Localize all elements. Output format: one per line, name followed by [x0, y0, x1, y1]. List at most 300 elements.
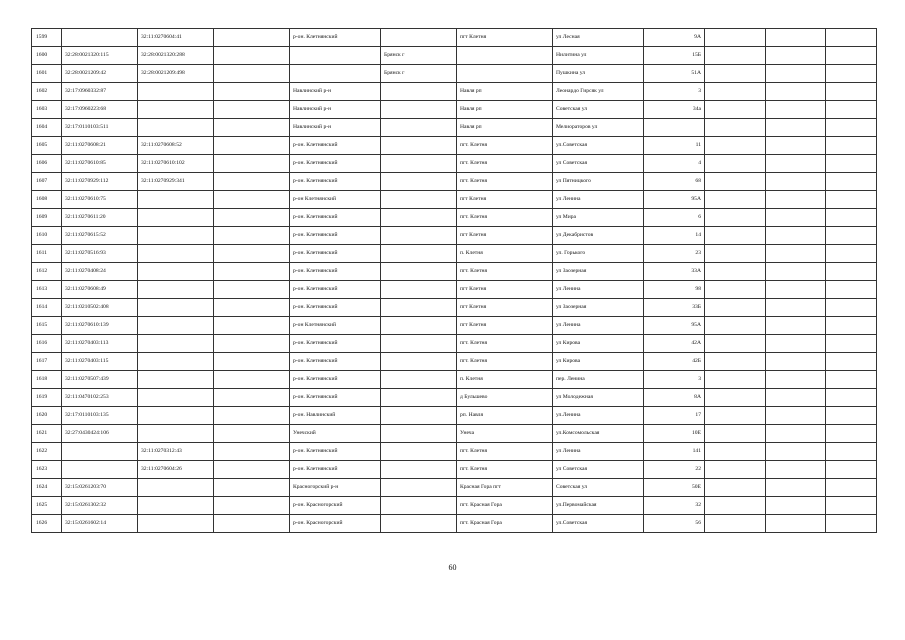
row-number-cell: 1613: [32, 281, 62, 299]
city-cell: [381, 515, 457, 533]
city-cell: [381, 353, 457, 371]
extra-number-cell: [214, 479, 290, 497]
empty-cell: [826, 443, 877, 461]
settlement-cell: [457, 47, 553, 65]
cadastral-number-cell: 32:11:0270516:93: [62, 245, 138, 263]
settlement-cell: Навля рп: [457, 83, 553, 101]
empty-cell: [826, 137, 877, 155]
row-number-cell: 1617: [32, 353, 62, 371]
street-cell: ул Декабристов: [553, 227, 644, 245]
building-number-cell: 32:11:0270604:41: [138, 29, 214, 47]
extra-number-cell: [214, 299, 290, 317]
table-row: [32, 389, 877, 407]
house-number-cell: 95А: [644, 191, 705, 209]
city-cell: [381, 317, 457, 335]
cadastral-number-cell: [62, 443, 138, 461]
building-number-cell: [138, 335, 214, 353]
extra-number-cell: [214, 407, 290, 425]
empty-cell: [826, 479, 877, 497]
row-number-cell: 1626: [32, 515, 62, 533]
row-number-cell: 1599: [32, 29, 62, 47]
house-number-cell: 3: [644, 83, 705, 101]
empty-cell: [705, 47, 766, 65]
cadastral-number-cell: 32:11:0270403:113: [62, 335, 138, 353]
building-number-cell: [138, 101, 214, 119]
district-cell: р-он. Клетнянский: [290, 173, 381, 191]
building-number-cell: [138, 83, 214, 101]
settlement-cell: пгт. Клетня: [457, 137, 553, 155]
settlement-cell: пгт. Клетня: [457, 155, 553, 173]
row-number-cell: 1601: [32, 65, 62, 83]
empty-cell: [705, 407, 766, 425]
settlement-cell: пгт Клетня: [457, 281, 553, 299]
table-row: [32, 443, 877, 461]
city-cell: [381, 497, 457, 515]
street-cell: ул Заозерная: [553, 263, 644, 281]
table-row: [32, 227, 877, 245]
house-number-cell: 22: [644, 461, 705, 479]
empty-cell: [826, 335, 877, 353]
building-number-cell: [138, 353, 214, 371]
house-number-cell: 34а: [644, 101, 705, 119]
building-number-cell: [138, 209, 214, 227]
cadastral-number-cell: 32:11:0270507:439: [62, 371, 138, 389]
empty-cell: [766, 461, 826, 479]
table-row: [32, 65, 877, 83]
empty-cell: [826, 119, 877, 137]
empty-cell: [705, 299, 766, 317]
city-cell: [381, 245, 457, 263]
city-cell: [381, 83, 457, 101]
house-number-cell: 10Е: [644, 425, 705, 443]
empty-cell: [705, 281, 766, 299]
empty-cell: [766, 425, 826, 443]
empty-cell: [705, 245, 766, 263]
extra-number-cell: [214, 317, 290, 335]
empty-cell: [766, 371, 826, 389]
district-cell: р-он. Клетнянский: [290, 137, 381, 155]
cadastral-number-cell: 32:11:0270929:112: [62, 173, 138, 191]
house-number-cell: 15Б: [644, 47, 705, 65]
settlement-cell: рп. Навля: [457, 407, 553, 425]
settlement-cell: пгт Клетня: [457, 29, 553, 47]
extra-number-cell: [214, 137, 290, 155]
building-number-cell: [138, 263, 214, 281]
house-number-cell: 4: [644, 155, 705, 173]
empty-cell: [705, 425, 766, 443]
row-number-cell: 1621: [32, 425, 62, 443]
street-cell: Советская ул: [553, 101, 644, 119]
building-number-cell: 32:11:0270929:341: [138, 173, 214, 191]
building-number-cell: [138, 227, 214, 245]
house-number-cell: 95А: [644, 317, 705, 335]
row-number-cell: 1615: [32, 317, 62, 335]
empty-cell: [826, 173, 877, 191]
empty-cell: [705, 155, 766, 173]
cadastral-number-cell: 32:17:0110103:135: [62, 407, 138, 425]
extra-number-cell: [214, 173, 290, 191]
settlement-cell: Унеча: [457, 425, 553, 443]
city-cell: [381, 425, 457, 443]
city-cell: [381, 137, 457, 155]
empty-cell: [705, 227, 766, 245]
city-cell: [381, 209, 457, 227]
table-row: [32, 425, 877, 443]
city-cell: [381, 101, 457, 119]
table-row: [32, 245, 877, 263]
cadastral-number-cell: 32:28:0021320:115: [62, 47, 138, 65]
table-row: [32, 497, 877, 515]
empty-cell: [826, 245, 877, 263]
street-cell: ул Мира: [553, 209, 644, 227]
street-cell: ул Заозерная: [553, 299, 644, 317]
table-row: [32, 479, 877, 497]
city-cell: [381, 227, 457, 245]
empty-cell: [826, 407, 877, 425]
cadastral-number-cell: 32:11:0270615:52: [62, 227, 138, 245]
extra-number-cell: [214, 263, 290, 281]
table-row: [32, 461, 877, 479]
street-cell: ул Кирова: [553, 335, 644, 353]
building-number-cell: 32:11:0270610:102: [138, 155, 214, 173]
building-number-cell: 32:11:0270312:43: [138, 443, 214, 461]
street-cell: ул Пятницкого: [553, 173, 644, 191]
house-number-cell: 9А: [644, 29, 705, 47]
empty-cell: [826, 299, 877, 317]
empty-cell: [766, 137, 826, 155]
row-number-cell: 1604: [32, 119, 62, 137]
house-number-cell: 23: [644, 245, 705, 263]
extra-number-cell: [214, 245, 290, 263]
empty-cell: [826, 353, 877, 371]
empty-cell: [766, 353, 826, 371]
table-row: [32, 191, 877, 209]
city-cell: [381, 281, 457, 299]
extra-number-cell: [214, 389, 290, 407]
street-cell: Пушкина ул: [553, 65, 644, 83]
row-number-cell: 1605: [32, 137, 62, 155]
settlement-cell: [457, 65, 553, 83]
row-number-cell: 1625: [32, 497, 62, 515]
empty-cell: [766, 83, 826, 101]
row-number-cell: 1624: [32, 479, 62, 497]
district-cell: р-он. Клетнянский: [290, 371, 381, 389]
cadastral-number-cell: 32:11:0270611:20: [62, 209, 138, 227]
empty-cell: [705, 479, 766, 497]
building-number-cell: [138, 281, 214, 299]
empty-cell: [705, 209, 766, 227]
extra-number-cell: [214, 497, 290, 515]
cadastral-number-cell: 32:11:0270608:49: [62, 281, 138, 299]
settlement-cell: Навля рп: [457, 101, 553, 119]
city-cell: [381, 479, 457, 497]
city-cell: [381, 191, 457, 209]
cadastral-number-cell: 32:15:0261302:32: [62, 497, 138, 515]
table-row: [32, 281, 877, 299]
table-row: [32, 101, 877, 119]
street-cell: ул Молодежная: [553, 389, 644, 407]
city-cell: [381, 443, 457, 461]
extra-number-cell: [214, 47, 290, 65]
extra-number-cell: [214, 29, 290, 47]
building-number-cell: [138, 317, 214, 335]
table-row: [32, 155, 877, 173]
empty-cell: [766, 317, 826, 335]
building-number-cell: [138, 245, 214, 263]
table-row: [32, 353, 877, 371]
city-cell: [381, 155, 457, 173]
empty-cell: [826, 425, 877, 443]
cadastral-number-cell: 32:11:0270610:85: [62, 155, 138, 173]
empty-cell: [766, 119, 826, 137]
street-cell: Мелиораторов ул: [553, 119, 644, 137]
row-number-cell: 1623: [32, 461, 62, 479]
table-row: [32, 137, 877, 155]
district-cell: р-он. Клетнянский: [290, 299, 381, 317]
extra-number-cell: [214, 101, 290, 119]
empty-cell: [705, 65, 766, 83]
empty-cell: [766, 515, 826, 533]
house-number-cell: 6: [644, 209, 705, 227]
settlement-cell: пгт Клетня: [457, 191, 553, 209]
house-number-cell: 56: [644, 515, 705, 533]
street-cell: ул Лесная: [553, 29, 644, 47]
row-number-cell: 1610: [32, 227, 62, 245]
settlement-cell: пгт. Клетня: [457, 173, 553, 191]
street-cell: ул.Ленина: [553, 407, 644, 425]
settlement-cell: п. Клетня: [457, 245, 553, 263]
table-row: [32, 371, 877, 389]
extra-number-cell: [214, 461, 290, 479]
empty-cell: [766, 263, 826, 281]
district-cell: [290, 65, 381, 83]
cadastral-number-cell: 32:11:0270610:75: [62, 191, 138, 209]
row-number-cell: 1600: [32, 47, 62, 65]
street-cell: Советская ул: [553, 479, 644, 497]
district-cell: р-он. Клетнянский: [290, 263, 381, 281]
empty-cell: [766, 47, 826, 65]
empty-cell: [705, 389, 766, 407]
empty-cell: [826, 227, 877, 245]
row-number-cell: 1612: [32, 263, 62, 281]
row-number-cell: 1611: [32, 245, 62, 263]
extra-number-cell: [214, 443, 290, 461]
row-number-cell: 1603: [32, 101, 62, 119]
data-table: [31, 28, 877, 533]
row-number-cell: 1606: [32, 155, 62, 173]
building-number-cell: [138, 119, 214, 137]
settlement-cell: Навля рп: [457, 119, 553, 137]
district-cell: р-он. Красногорский: [290, 497, 381, 515]
settlement-cell: пгт. Клетня: [457, 443, 553, 461]
building-number-cell: [138, 425, 214, 443]
house-number-cell: 42А: [644, 335, 705, 353]
district-cell: р-он. Клетнянский: [290, 335, 381, 353]
district-cell: Навлинский р-н: [290, 101, 381, 119]
building-number-cell: [138, 479, 214, 497]
empty-cell: [766, 389, 826, 407]
table-row: [32, 407, 877, 425]
city-cell: Брянск г: [381, 65, 457, 83]
street-cell: ул Ленина: [553, 443, 644, 461]
building-number-cell: [138, 497, 214, 515]
table-row: [32, 83, 877, 101]
cadastral-number-cell: 32:17:0960332:87: [62, 83, 138, 101]
settlement-cell: пгт Клетня: [457, 227, 553, 245]
house-number-cell: 51А: [644, 65, 705, 83]
city-cell: [381, 461, 457, 479]
empty-cell: [826, 155, 877, 173]
empty-cell: [766, 29, 826, 47]
district-cell: р-он. Клетнянский: [290, 209, 381, 227]
empty-cell: [766, 407, 826, 425]
cadastral-number-cell: 32:11:0270403:115: [62, 353, 138, 371]
empty-cell: [826, 83, 877, 101]
district-cell: р-он. Клетнянский: [290, 353, 381, 371]
empty-cell: [766, 227, 826, 245]
empty-cell: [705, 191, 766, 209]
city-cell: [381, 389, 457, 407]
empty-cell: [705, 317, 766, 335]
empty-cell: [705, 137, 766, 155]
empty-cell: [826, 281, 877, 299]
empty-cell: [766, 497, 826, 515]
extra-number-cell: [214, 155, 290, 173]
row-number-cell: 1608: [32, 191, 62, 209]
cadastral-number-cell: 32:15:0261203:70: [62, 479, 138, 497]
cadastral-number-cell: [62, 461, 138, 479]
empty-cell: [705, 353, 766, 371]
empty-cell: [705, 263, 766, 281]
street-cell: ул.Советская: [553, 137, 644, 155]
cadastral-number-cell: 32:11:0270608:21: [62, 137, 138, 155]
settlement-cell: пгт Клетня: [457, 317, 553, 335]
row-number-cell: 1616: [32, 335, 62, 353]
cadastral-number-cell: 32:11:0270610:139: [62, 317, 138, 335]
empty-cell: [766, 281, 826, 299]
house-number-cell: 3: [644, 371, 705, 389]
city-cell: [381, 29, 457, 47]
district-cell: р-он. Клетнянский: [290, 281, 381, 299]
settlement-cell: пгт. Клетня: [457, 209, 553, 227]
table-row: [32, 317, 877, 335]
empty-cell: [705, 443, 766, 461]
empty-cell: [826, 515, 877, 533]
district-cell: р-он. Клетнянский: [290, 155, 381, 173]
street-cell: ул.Комсомольская: [553, 425, 644, 443]
building-number-cell: 32:11:0270608:52: [138, 137, 214, 155]
row-number-cell: 1607: [32, 173, 62, 191]
extra-number-cell: [214, 371, 290, 389]
table-row: [32, 119, 877, 137]
district-cell: р-он. Навлинский: [290, 407, 381, 425]
extra-number-cell: [214, 281, 290, 299]
empty-cell: [766, 209, 826, 227]
house-number-cell: 50Е: [644, 479, 705, 497]
city-cell: [381, 299, 457, 317]
house-number-cell: 141: [644, 443, 705, 461]
building-number-cell: [138, 407, 214, 425]
empty-cell: [705, 29, 766, 47]
district-cell: Навлинский р-н: [290, 119, 381, 137]
district-cell: [290, 47, 381, 65]
extra-number-cell: [214, 65, 290, 83]
settlement-cell: пгт. Красная Гора: [457, 497, 553, 515]
empty-cell: [826, 47, 877, 65]
empty-cell: [826, 317, 877, 335]
house-number-cell: 68: [644, 173, 705, 191]
district-cell: р-он. Красногорский: [290, 515, 381, 533]
empty-cell: [705, 101, 766, 119]
settlement-cell: д Бульшево: [457, 389, 553, 407]
building-number-cell: 32:11:0270604:26: [138, 461, 214, 479]
row-number-cell: 1618: [32, 371, 62, 389]
building-number-cell: [138, 191, 214, 209]
cadastral-number-cell: 32:17:0110103:511: [62, 119, 138, 137]
table-row: [32, 173, 877, 191]
empty-cell: [826, 497, 877, 515]
district-cell: Красногорский р-н: [290, 479, 381, 497]
empty-cell: [826, 461, 877, 479]
cadastral-number-cell: [62, 29, 138, 47]
empty-cell: [705, 335, 766, 353]
street-cell: ул Советская: [553, 155, 644, 173]
cadastral-number-cell: 32:28:0021209:42: [62, 65, 138, 83]
city-cell: [381, 335, 457, 353]
settlement-cell: пгт. Клетня: [457, 335, 553, 353]
house-number-cell: 14: [644, 227, 705, 245]
cadastral-number-cell: 32:11:0270408:24: [62, 263, 138, 281]
empty-cell: [826, 389, 877, 407]
street-cell: ул Ленина: [553, 191, 644, 209]
settlement-cell: пгт. Клетня: [457, 353, 553, 371]
empty-cell: [766, 299, 826, 317]
row-number-cell: 1622: [32, 443, 62, 461]
row-number-cell: 1609: [32, 209, 62, 227]
empty-cell: [705, 461, 766, 479]
settlement-cell: пгт. Красная Гора: [457, 515, 553, 533]
empty-cell: [705, 497, 766, 515]
district-cell: р-он. Клетнянский: [290, 461, 381, 479]
empty-cell: [766, 155, 826, 173]
house-number-cell: [644, 119, 705, 137]
house-number-cell: 17: [644, 407, 705, 425]
city-cell: [381, 371, 457, 389]
district-cell: р-он. Клетнянский: [290, 227, 381, 245]
street-cell: ул Кирова: [553, 353, 644, 371]
city-cell: [381, 263, 457, 281]
row-number-cell: 1614: [32, 299, 62, 317]
empty-cell: [826, 371, 877, 389]
city-cell: [381, 173, 457, 191]
building-number-cell: [138, 389, 214, 407]
house-number-cell: 33Б: [644, 299, 705, 317]
house-number-cell: 8А: [644, 389, 705, 407]
empty-cell: [826, 209, 877, 227]
table-row: [32, 209, 877, 227]
empty-cell: [705, 119, 766, 137]
row-number-cell: 1620: [32, 407, 62, 425]
settlement-cell: пгт. Клетня: [457, 461, 553, 479]
street-cell: ул Советская: [553, 461, 644, 479]
cadastral-number-cell: 32:11:0470102:253: [62, 389, 138, 407]
table-row: [32, 47, 877, 65]
empty-cell: [766, 101, 826, 119]
extra-number-cell: [214, 425, 290, 443]
table-row: [32, 299, 877, 317]
empty-cell: [766, 65, 826, 83]
street-cell: Нилитина ул: [553, 47, 644, 65]
